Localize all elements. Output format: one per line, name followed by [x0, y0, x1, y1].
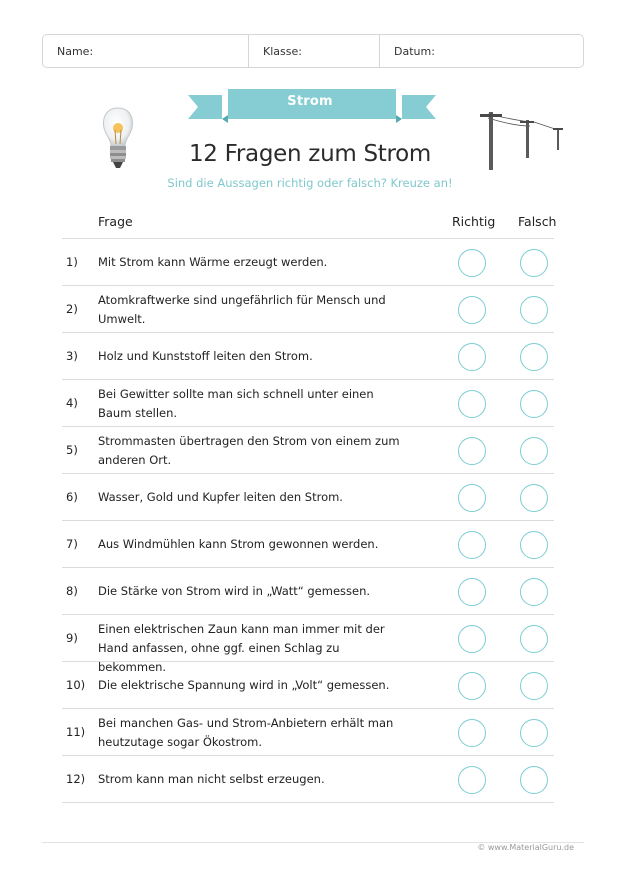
- name-field[interactable]: [43, 35, 249, 67]
- falsch-checkbox[interactable]: [520, 484, 548, 512]
- question-row: [62, 473, 554, 520]
- name-label: Name:: [57, 44, 94, 58]
- question-text: Wasser, Gold und Kupfer leiten den Strom.: [98, 490, 343, 504]
- richtig-checkbox[interactable]: [458, 531, 486, 559]
- question-row: [62, 520, 554, 567]
- falsch-checkbox[interactable]: [520, 672, 548, 700]
- richtig-checkbox[interactable]: [458, 390, 486, 418]
- instructions: Sind die Aussagen richtig oder falsch? Kreuze an!: [167, 176, 453, 190]
- column-header-richtig: Richtig: [452, 214, 496, 229]
- question-text: Atomkraftwerke sind ungefährlich für Mensch und Umwelt.: [98, 293, 386, 326]
- question-row: [62, 614, 554, 674]
- question-text: Holz und Kunststoff leiten den Strom.: [98, 349, 313, 363]
- richtig-checkbox[interactable]: [458, 249, 486, 277]
- datum-field[interactable]: [380, 35, 583, 67]
- question-number: 9): [66, 630, 78, 645]
- question-text: Strom kann man nicht selbst erzeugen.: [98, 772, 325, 786]
- question-text: Bei Gewitter sollte man sich schnell unter einen Baum stellen.: [98, 387, 374, 420]
- question-text: Bei manchen Gas- und Strom-Anbietern erhält man heutzutage sogar Ökostrom.: [98, 716, 394, 749]
- worksheet-title: 12 Fragen zum Strom: [188, 141, 432, 167]
- falsch-checkbox[interactable]: [520, 390, 548, 418]
- richtig-checkbox[interactable]: [458, 484, 486, 512]
- richtig-checkbox[interactable]: [458, 578, 486, 606]
- question-number: 12): [66, 771, 86, 786]
- falsch-checkbox[interactable]: [520, 625, 548, 653]
- datum-label: Datum:: [394, 44, 435, 58]
- richtig-checkbox[interactable]: [458, 766, 486, 794]
- richtig-checkbox[interactable]: [458, 296, 486, 324]
- richtig-checkbox[interactable]: [458, 625, 486, 653]
- question-number: 3): [66, 348, 78, 363]
- question-text: Die Stärke von Strom wird in „Watt“ gemessen.: [98, 584, 371, 598]
- column-header-frage: Frage: [98, 214, 133, 229]
- question-row: [62, 426, 554, 473]
- question-number: 2): [66, 301, 78, 316]
- question-number: 8): [66, 583, 78, 598]
- question-number: 5): [66, 442, 78, 457]
- question-number: 10): [66, 677, 86, 692]
- question-text: Die elektrische Spannung wird in „Volt“ gemessen.: [98, 678, 390, 692]
- question-row: [62, 708, 554, 755]
- falsch-checkbox[interactable]: [520, 437, 548, 465]
- richtig-checkbox[interactable]: [458, 719, 486, 747]
- question-row: [62, 755, 554, 802]
- question-row: [62, 285, 554, 332]
- question-row: [62, 567, 554, 614]
- falsch-checkbox[interactable]: [520, 578, 548, 606]
- question-text: Aus Windmühlen kann Strom gewonnen werden.: [98, 537, 379, 551]
- banner-label: Strom: [287, 94, 333, 109]
- richtig-checkbox[interactable]: [458, 672, 486, 700]
- student-info-box: [42, 34, 584, 68]
- question-number: 7): [66, 536, 78, 551]
- falsch-checkbox[interactable]: [520, 343, 548, 371]
- question-row: [62, 332, 554, 379]
- footer-credit: © www.MaterialGuru.de: [477, 843, 574, 852]
- richtig-checkbox[interactable]: [458, 343, 486, 371]
- question-number: 1): [66, 254, 78, 269]
- question-number: 11): [66, 724, 86, 739]
- question-row: [62, 661, 554, 708]
- falsch-checkbox[interactable]: [520, 296, 548, 324]
- column-header-falsch: Falsch: [518, 214, 557, 229]
- question-text: Strommasten übertragen den Strom von einem zum anderen Ort.: [98, 434, 400, 467]
- klasse-field[interactable]: [249, 35, 380, 67]
- klasse-label: Klasse:: [263, 44, 302, 58]
- falsch-checkbox[interactable]: [520, 249, 548, 277]
- question-number: 6): [66, 489, 78, 504]
- table-bottom-divider: [62, 802, 554, 803]
- falsch-checkbox[interactable]: [520, 766, 548, 794]
- question-row: [62, 379, 554, 426]
- question-text: Mit Strom kann Wärme erzeugt werden.: [98, 255, 328, 269]
- falsch-checkbox[interactable]: [520, 531, 548, 559]
- falsch-checkbox[interactable]: [520, 719, 548, 747]
- question-row: [62, 238, 554, 285]
- question-number: 4): [66, 395, 78, 410]
- question-text: Einen elektrischen Zaun kann man immer mit der Hand anfassen, ohne ggf. einen Schlag zu bekommen.: [98, 622, 385, 674]
- richtig-checkbox[interactable]: [458, 437, 486, 465]
